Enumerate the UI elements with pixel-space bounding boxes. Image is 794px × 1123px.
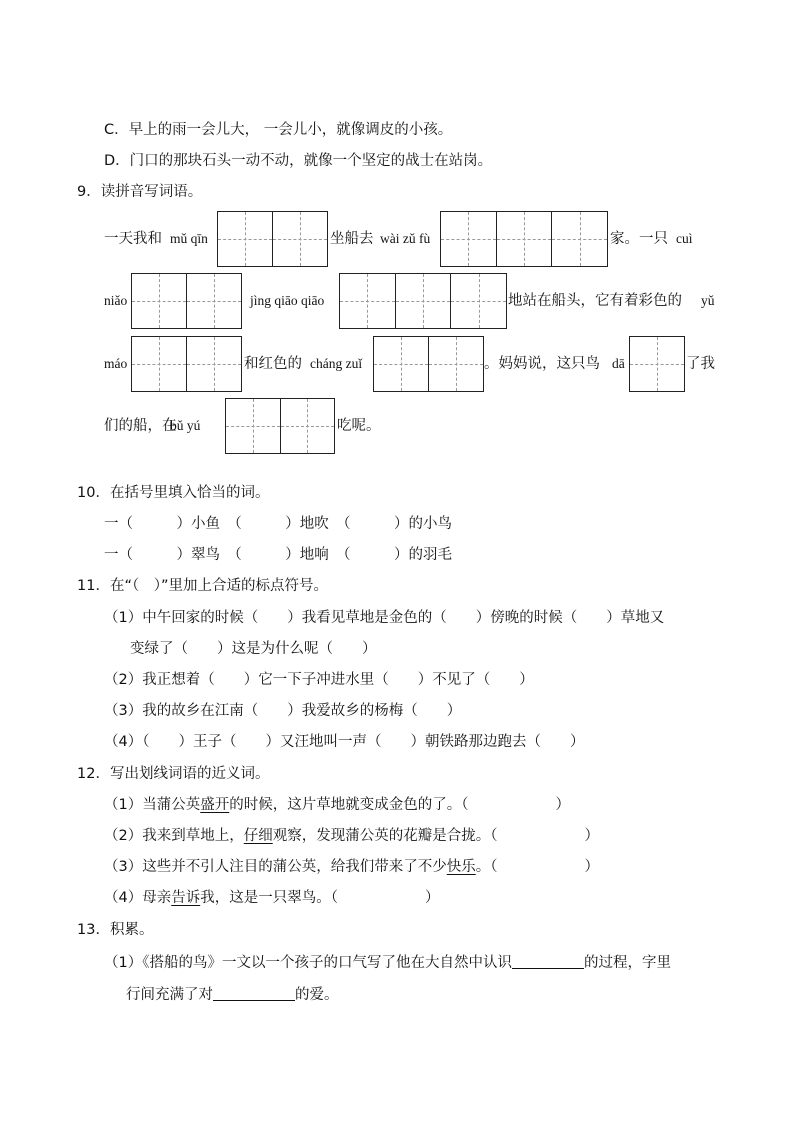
answer-grid-jingqiaoqiao[interactable] bbox=[339, 273, 507, 329]
punctuation-item: （2）我正想着（ ）它一下子冲进水里（ ）不见了（ ） bbox=[104, 672, 534, 688]
answer-grid-yumao[interactable] bbox=[131, 336, 242, 392]
text: 家。一只 bbox=[610, 231, 668, 247]
accumulation-line bbox=[104, 952, 671, 973]
text: 。妈妈说，这只鸟 bbox=[484, 356, 600, 372]
answer-grid-cuiniao[interactable] bbox=[131, 273, 242, 329]
question-10-title: 10．在括号里填入恰当的词。 bbox=[77, 485, 270, 501]
text: 观察，发现蒲公英的花瓣是合拢。（ ） bbox=[272, 828, 599, 844]
punctuation-item: （3）我的故乡在江南（ ）我爱故乡的杨梅（ ） bbox=[104, 703, 462, 719]
synonym-item bbox=[104, 857, 599, 877]
text: （1）《搭船的鸟》一文以一个孩子的口气写了他在大自然中认识 bbox=[104, 955, 512, 971]
answer-grid-da[interactable] bbox=[629, 336, 685, 392]
synonym-item bbox=[104, 826, 599, 846]
question-12-title: 12．写出划线词语的近义词。 bbox=[77, 766, 270, 782]
accumulation-line bbox=[126, 984, 339, 1005]
synonym-item bbox=[104, 795, 570, 815]
text: （1）当蒲公英 bbox=[104, 797, 201, 813]
pinyin: bǔ yú bbox=[170, 418, 201, 433]
pinyin: mǔ qīn bbox=[170, 231, 208, 246]
option-c: C．早上的雨一会儿大， 一会儿小，就像调皮的小孩。 bbox=[104, 122, 453, 138]
text: 的时候，这片草地就变成金色的了。（ ） bbox=[229, 797, 570, 813]
option-d: D．门口的那块石头一动不动，就像一个坚定的战士在站岗。 bbox=[104, 153, 493, 169]
text: 行间充满了对 bbox=[126, 987, 213, 1003]
text: 们的船，在 bbox=[104, 418, 177, 434]
text: （3）这些并不引人注目的蒲公英，给我们带来了不少 bbox=[104, 859, 447, 875]
text: （4）母亲 bbox=[104, 890, 172, 906]
underlined-word: 盛开 bbox=[200, 797, 230, 813]
answer-grid-changzui[interactable] bbox=[373, 336, 484, 392]
text: 一天我和 bbox=[104, 231, 162, 247]
question-11-title: 11．在“（ ）”里加上合适的标点符号。 bbox=[77, 578, 328, 594]
text: 坐船去 bbox=[330, 231, 374, 247]
answer-grid-waizufu[interactable] bbox=[440, 211, 608, 267]
underlined-word: 仔细 bbox=[243, 828, 273, 844]
fill-row: 一（ ）小鱼 （ ）地吹 （ ）的小鸟 bbox=[104, 516, 452, 532]
pinyin: máo bbox=[104, 356, 128, 371]
text: 我，这是一只翠鸟。（ ） bbox=[200, 890, 440, 906]
text: 吃呢。 bbox=[337, 418, 381, 434]
pinyin: yǔ bbox=[701, 293, 715, 308]
punctuation-item: （4）（ ）王子（ ）又汪地叫一声（ ）朝铁路那边跑去（ ） bbox=[104, 734, 585, 750]
answer-grid-muqin[interactable] bbox=[217, 211, 328, 267]
text: 地站在船头，它有着彩色的 bbox=[508, 293, 682, 309]
pinyin: cháng zuǐ bbox=[310, 356, 363, 371]
answer-blank[interactable] bbox=[213, 984, 295, 1001]
pinyin: niǎo bbox=[104, 293, 128, 308]
pinyin: wài zǔ fù bbox=[380, 231, 431, 246]
answer-blank[interactable] bbox=[512, 952, 584, 969]
question-9-title: 9．读拼音写词语。 bbox=[77, 184, 203, 200]
pinyin: dā bbox=[612, 356, 625, 371]
text: 。（ ） bbox=[475, 859, 599, 875]
punctuation-item: 变绿了（ ）这是为什么呢（ ） bbox=[130, 641, 377, 657]
fill-row: 一（ ）翠鸟 （ ）地响 （ ）的羽毛 bbox=[104, 547, 452, 563]
punctuation-item: （1）中午回家的时候（ ）我看见草地是金色的（ ）傍晚的时候（ ）草地又 bbox=[104, 610, 665, 626]
text: 和红色的 bbox=[244, 356, 302, 372]
pinyin: jìng qiāo qiāo bbox=[250, 293, 325, 308]
pinyin: cuì bbox=[676, 231, 693, 246]
text: 的过程，字里 bbox=[583, 955, 671, 971]
answer-grid-buyu[interactable] bbox=[225, 398, 335, 454]
text: 了我 bbox=[686, 356, 715, 372]
underlined-word: 快乐 bbox=[446, 859, 476, 875]
synonym-item bbox=[104, 888, 439, 908]
text: 的爱。 bbox=[295, 987, 339, 1003]
underlined-word: 告诉 bbox=[171, 890, 201, 906]
text: （2）我来到草地上， bbox=[104, 828, 244, 844]
question-13-title: 13．积累。 bbox=[77, 922, 154, 938]
